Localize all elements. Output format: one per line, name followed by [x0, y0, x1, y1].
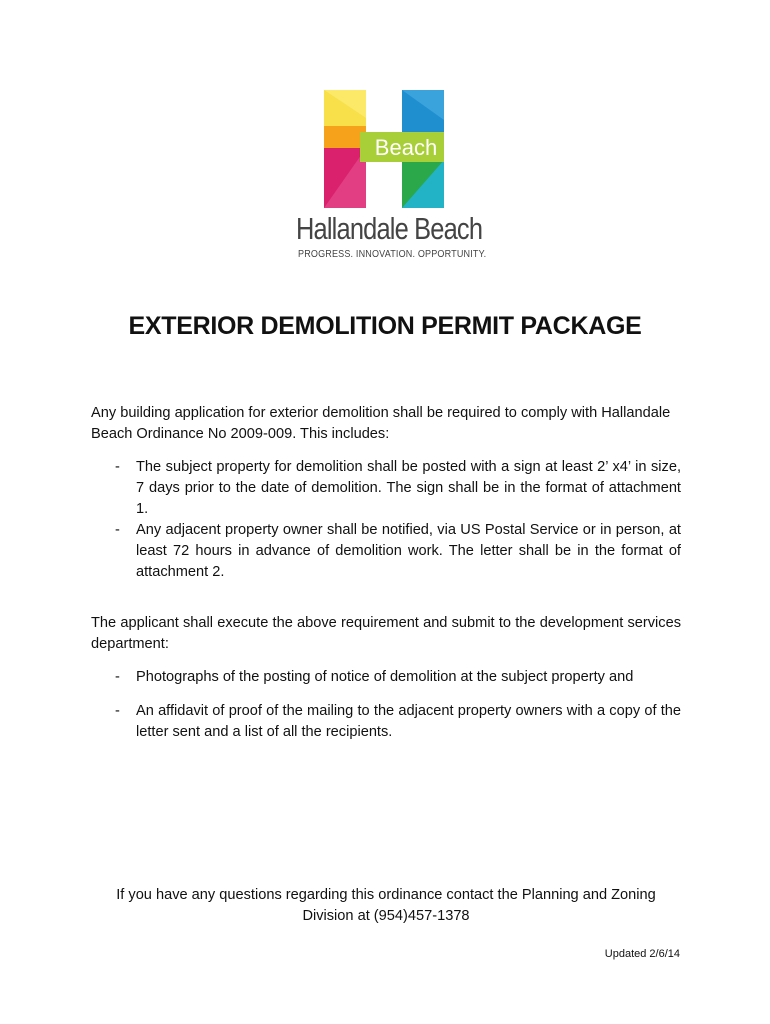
list-item — [91, 457, 681, 520]
contact-note: If you have any questions regarding this ordinance contact the Planning and Zoning Division at (954)457-1378 — [116, 887, 656, 924]
city-logo — [296, 90, 487, 266]
logo-badge-text: Beach — [374, 135, 438, 160]
submission-text: Photographs of the posting of notice of demolition at the subject property and — [136, 669, 634, 685]
bullet-dash: - — [115, 703, 120, 719]
requirement-text: Any adjacent property owner shall be notified, via US Postal Service or in person, at least 72 hours in advance of demolition work. The letter shall be in the format of attachment 2. — [136, 522, 681, 580]
requirements-list — [91, 457, 681, 583]
logo-name: Hallandale Beach — [296, 211, 483, 246]
list-item — [91, 701, 681, 743]
bullet-dash: - — [115, 459, 120, 475]
submissions-list — [91, 667, 681, 688]
hallandale-h-logo-icon — [324, 90, 444, 208]
list-item — [91, 667, 681, 688]
bullet-dash: - — [115, 669, 120, 685]
requirement-text: The subject property for demolition shall be posted with a sign at least 2’ x4’ in size, 7 days prior to the date of demolition. The sign shall be in the format of attachment 1. — [136, 459, 681, 517]
submit-intro-paragraph: The applicant shall execute the above requirement and submit to the development services department: — [91, 615, 681, 652]
bullet-dash: - — [115, 522, 120, 538]
submission-text: An affidavit of proof of the mailing to the adjacent property owners with a copy of the letter sent and a list of all the recipients. — [136, 703, 681, 740]
submissions-list-2 — [91, 701, 681, 743]
logo-tagline: PROGRESS. INNOVATION. OPPORTUNITY. — [298, 248, 487, 260]
intro-paragraph: Any building application for exterior demolition shall be required to comply with Hallandale Beach Ordinance No 2009-009. This includes: — [91, 405, 671, 442]
list-item — [91, 520, 681, 583]
page-title: EXTERIOR DEMOLITION PERMIT PACKAGE — [128, 312, 642, 340]
updated-date: Updated 2/6/14 — [604, 948, 680, 960]
